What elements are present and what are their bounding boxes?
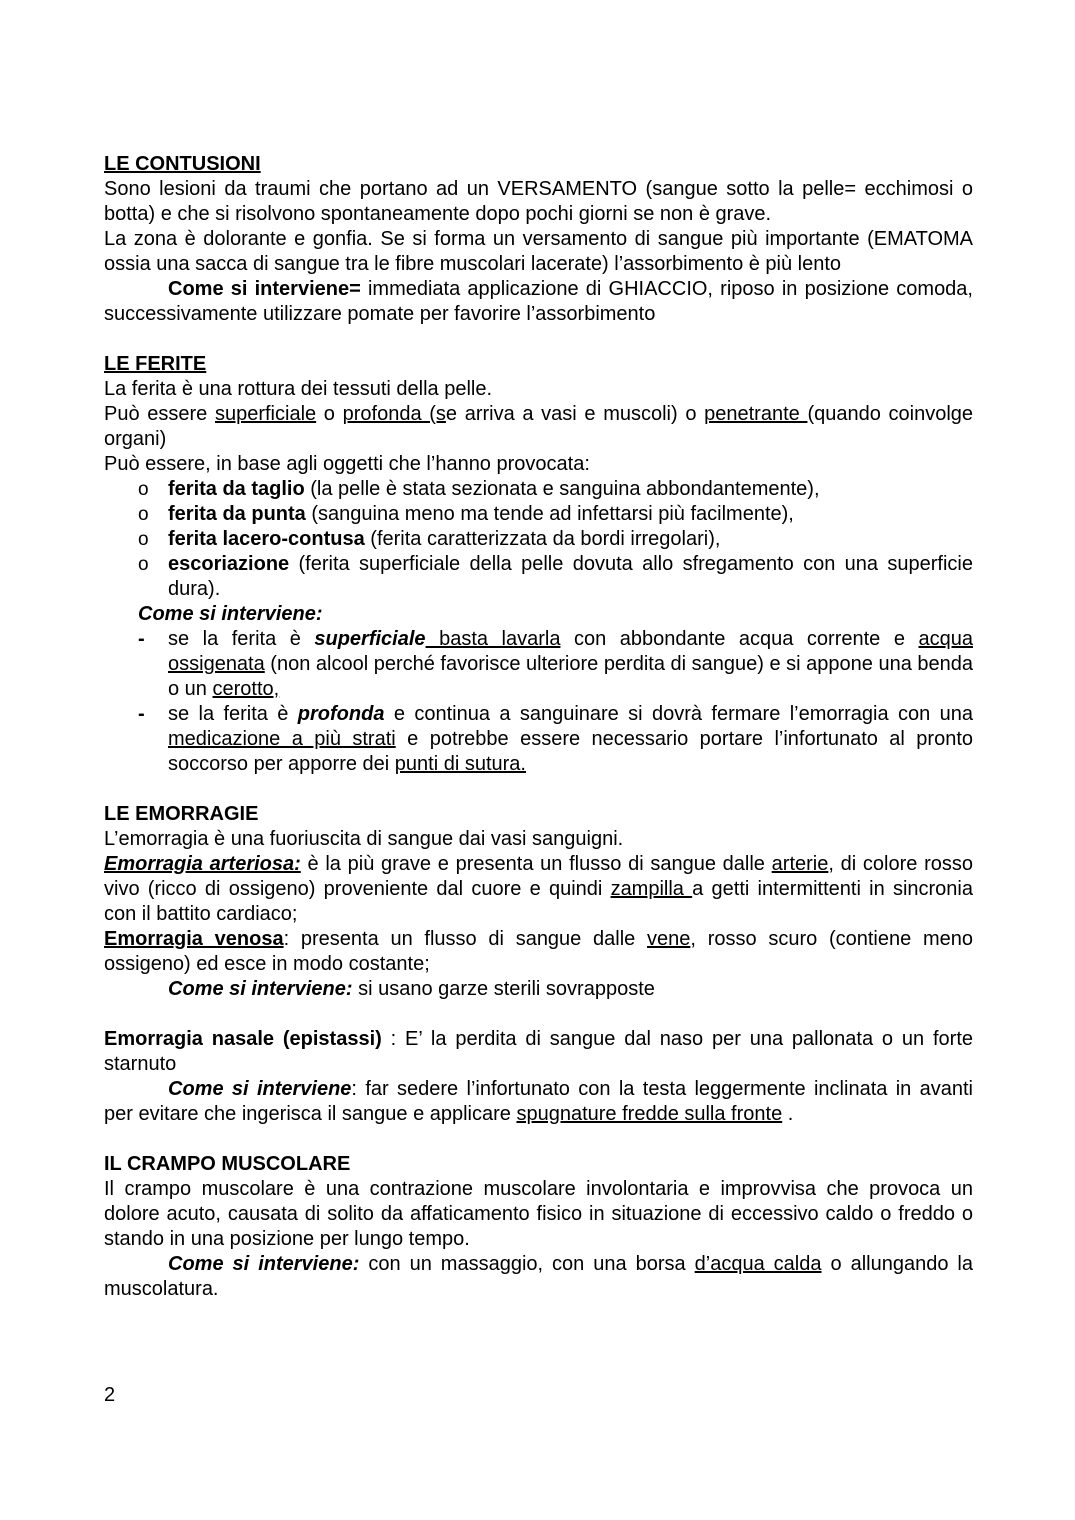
section-contusioni xyxy=(104,152,973,327)
ferite-type-list xyxy=(104,477,973,602)
section-crampo xyxy=(104,1152,973,1302)
emorragie-paragraph-1: L’emorragia è una fuoriuscita di sangue dai vasi sanguigni. xyxy=(104,828,624,850)
ferite-paragraph-1: La ferita è una rottura dei tessuti della pelle. xyxy=(104,378,493,400)
section-title-crampo: IL CRAMPO MUSCOLARE xyxy=(104,1153,351,1175)
section-title-contusioni: LE CONTUSIONI xyxy=(104,153,261,175)
contusioni-paragraph-2: La zona è dolorante e gonfia. Se si forma un versamento di sangue più importante (EMATOMA ossia una sacca di sangue tra le fibre muscolari lacerate) l’assorbimento è più lento xyxy=(104,228,973,275)
contusioni-paragraph-1: Sono lesioni da traumi che portano ad un VERSAMENTO (sangue sotto la pelle= ecchimosi o botta) e che si risolvono spontaneamente dopo pochi giorni se non è grave. xyxy=(104,178,973,225)
contusioni-intervento: Come si interviene= immediata applicazione di GHIACCIO, riposo in posizione comoda, successivamente utilizzare pomate per favorire l’assorbimento xyxy=(104,278,973,325)
list-item: o ferita lacero-contusa (ferita caratterizzata da bordi irregolari), xyxy=(104,527,973,552)
section-title-ferite: LE FERITE xyxy=(104,353,207,375)
list-item: - se la ferita è superficiale basta lavarla con abbondante acqua corrente e acqua ossigenata (non alcool perché favorisce ulteriore perdita di sangue) e si appone una benda o un cerotto, xyxy=(104,627,973,702)
emorragia-arteriosa: Emorragia arteriosa: è la più grave e presenta un flusso di sangue dalle arterie, di colore rosso vivo (ricco di ossigeno) proveniente dal cuore e quindi zampilla a getti intermittenti in sincronia con il battito cardiaco; xyxy=(104,853,973,925)
list-item: o escoriazione (ferita superficiale della pelle dovuta allo sfregamento con una superficie dura). xyxy=(104,552,973,602)
list-item: o ferita da taglio (la pelle è stata sezionata e sanguina abbondantemente), xyxy=(104,477,973,502)
crampo-paragraph-1: Il crampo muscolare è una contrazione muscolare involontaria e improvvisa che provoca un dolore acuto, causata di solito da affaticamento fisico in situazione di eccessivo caldo o freddo o stando in una posizione per lungo tempo. xyxy=(104,1178,973,1250)
ferite-paragraph-3: Può essere, in base agli oggetti che l’hanno provocata: xyxy=(104,453,590,475)
ferite-paragraph-2: Può essere superficiale o profonda (se arriva a vasi e muscoli) o penetrante (quando coinvolge organi) xyxy=(104,403,974,450)
page-number: 2 xyxy=(104,1384,116,1406)
document-page xyxy=(104,152,973,1302)
section-emorragie xyxy=(104,802,973,1127)
section-ferite xyxy=(104,352,973,777)
list-item: o ferita da punta (sanguina meno ma tende ad infettarsi più facilmente), xyxy=(104,502,973,527)
intervento-label: Come si interviene= xyxy=(168,278,361,300)
emorragie-intervento: Come si interviene: si usano garze sterili sovrapposte xyxy=(168,978,655,1000)
section-title-emorragie: LE EMORRAGIE xyxy=(104,803,259,825)
emorragia-venosa: Emorragia venosa: presenta un flusso di sangue dalle vene, rosso scuro (contiene meno ossigeno) ed esce in modo costante; xyxy=(104,928,973,975)
emorragia-nasale-intervento: Come si interviene: far sedere l’infortunato con la testa leggermente inclinata in avanti per evitare che ingerisca il sangue e applicare spugnature fredde sulla fronte . xyxy=(104,1078,973,1125)
list-item: - se la ferita è profonda e continua a sanguinare si dovrà fermare l’emorragia con una medicazione a più strati e potrebbe essere necessario portare l’infortunato al pronto soccorso per apporre dei punti di sutura. xyxy=(104,702,973,777)
crampo-intervento: Come si interviene: con un massaggio, con una borsa d’acqua calda o allungando la muscolatura. xyxy=(104,1253,973,1300)
ferite-intervento-list xyxy=(104,627,973,777)
ferite-intervento-label: Come si interviene: xyxy=(138,603,323,625)
emorragia-nasale: Emorragia nasale (epistassi) : E’ la perdita di sangue dal naso per una pallonata o un forte starnuto xyxy=(104,1028,973,1075)
